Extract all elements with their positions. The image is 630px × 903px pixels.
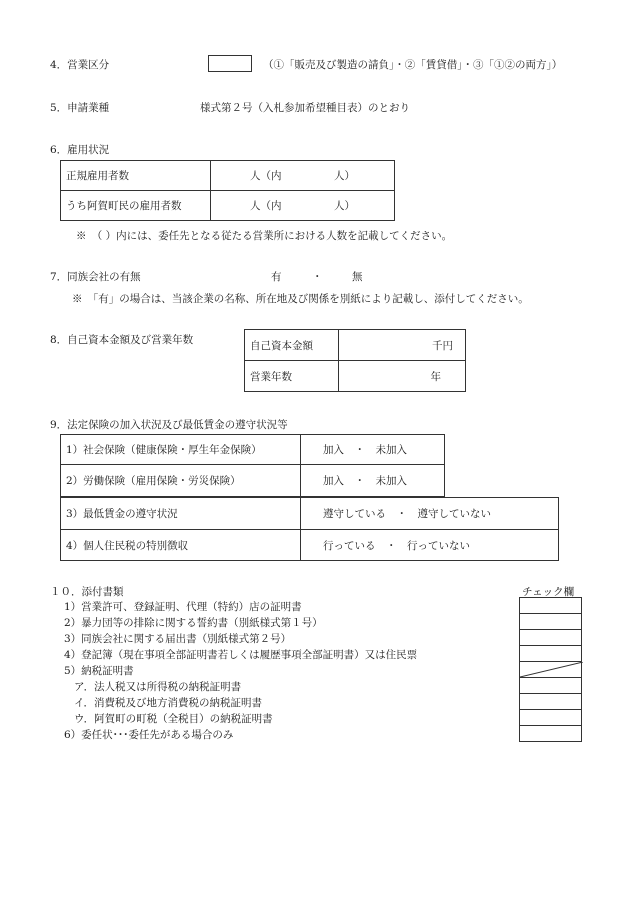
capital-label: 自己資本金額 (245, 330, 339, 361)
family-company-no[interactable]: 無 (352, 271, 363, 283)
diagonal-strike-icon (520, 662, 583, 677)
employment-label: 正規雇用者数 (61, 161, 211, 191)
employment-value[interactable]: 人（内 人） (211, 191, 395, 221)
capital-value[interactable]: 千円 (339, 330, 466, 361)
check-cell[interactable] (520, 614, 582, 630)
table-row (520, 614, 582, 630)
applied-business-type: 様式第２号（入札参加希望種目表）のとおり (200, 102, 410, 114)
capital-table (244, 329, 466, 392)
table-row (520, 662, 582, 678)
wage-value[interactable]: 遵守している ・ 遵守していない (301, 498, 559, 530)
check-cell[interactable] (520, 598, 582, 614)
check-cell[interactable] (520, 630, 582, 646)
section-8-heading: 8．自己資本金額及び営業年数 (50, 334, 194, 346)
insurance-label: 1）社会保険（健康保険・厚生年金保険） (61, 435, 301, 465)
table-row (245, 330, 466, 361)
employment-value[interactable]: 人（内 人） (211, 161, 395, 191)
section-6-heading: 6．雇用状況 (50, 144, 110, 156)
tax-value[interactable]: 行っている ・ 行っていない (301, 530, 559, 561)
attachment-item: ウ．阿賀町の町税（全税目）の納税証明書 (74, 713, 273, 725)
section-5-heading: 5．申請業種 (50, 102, 110, 114)
table-row (520, 678, 582, 694)
insurance-label: 2）労働保険（雇用保険・労災保険） (61, 465, 301, 497)
table-row (520, 694, 582, 710)
attachment-check-table (519, 597, 582, 742)
table-row (61, 465, 445, 497)
section-4-heading: 4．営業区分 (50, 59, 110, 71)
table-row (61, 435, 445, 465)
employment-label: うち阿賀町民の雇用者数 (61, 191, 211, 221)
wage-label: 3）最低賃金の遵守状況 (61, 498, 301, 530)
table-row (245, 361, 466, 392)
section-10-heading: １０．添付書類 (50, 586, 124, 598)
years-value[interactable]: 年 (339, 361, 466, 392)
attachment-item: 5）納税証明書 (64, 665, 134, 677)
table-row (61, 161, 395, 191)
employment-note: ※ （ ）内には、委任先となる従たる営業所における人数を記載してください。 (76, 230, 453, 242)
attachment-item: 6）委任状･･･委任先がある場合のみ (64, 729, 234, 741)
check-cell[interactable] (520, 726, 582, 742)
table-row (520, 646, 582, 662)
business-category-note: （①「販売及び製造の請負」・②「賃貸借」・③「①②の両方」） (263, 59, 563, 71)
table-row (61, 498, 559, 530)
table-row (520, 726, 582, 742)
table-row (61, 191, 395, 221)
check-cell-disabled (520, 662, 582, 678)
insurance-table (60, 434, 445, 497)
check-column-header: チェック欄 (522, 586, 575, 598)
attachment-item: ア．法人税又は所得税の納税証明書 (74, 681, 242, 693)
table-row (520, 598, 582, 614)
table-row (61, 530, 559, 561)
family-company-note: ※ 「有」の場合は、当該企業の名称、所在地及び関係を別紙により記載し、添付してください。 (72, 293, 529, 305)
attachment-item: 4）登記簿（現在事項全部証明書若しくは履歴事項全部証明書）又は住民票 (64, 649, 418, 661)
tax-label: 4）個人住民税の特別徴収 (61, 530, 301, 561)
section-7-heading: 7．同族会社の有無 (50, 271, 141, 283)
insurance-value[interactable]: 加入 ・ 未加入 (301, 465, 445, 497)
family-company-yes[interactable]: 有 (271, 271, 282, 283)
attachment-item: イ．消費税及び地方消費税の納税証明書 (74, 697, 263, 709)
attachment-item: 1）営業許可、登録証明、代理（特約）店の証明書 (64, 601, 302, 613)
insurance-value[interactable]: 加入 ・ 未加入 (301, 435, 445, 465)
section-9-heading: 9．法定保険の加入状況及び最低賃金の遵守状況等 (50, 419, 288, 431)
wage-table (60, 497, 559, 561)
business-category-input[interactable] (208, 55, 252, 72)
check-cell[interactable] (520, 710, 582, 726)
employment-table (60, 160, 395, 221)
check-cell[interactable] (520, 646, 582, 662)
attachment-item: 2）暴力団等の排除に関する誓約書（別紙様式第１号） (64, 617, 323, 629)
check-cell[interactable] (520, 678, 582, 694)
check-cell[interactable] (520, 694, 582, 710)
table-row (520, 630, 582, 646)
family-company-separator: ・ (312, 271, 323, 283)
years-label: 営業年数 (245, 361, 339, 392)
attachment-item: 3）同族会社に関する届出書（別紙様式第２号） (64, 633, 292, 645)
table-row (520, 710, 582, 726)
